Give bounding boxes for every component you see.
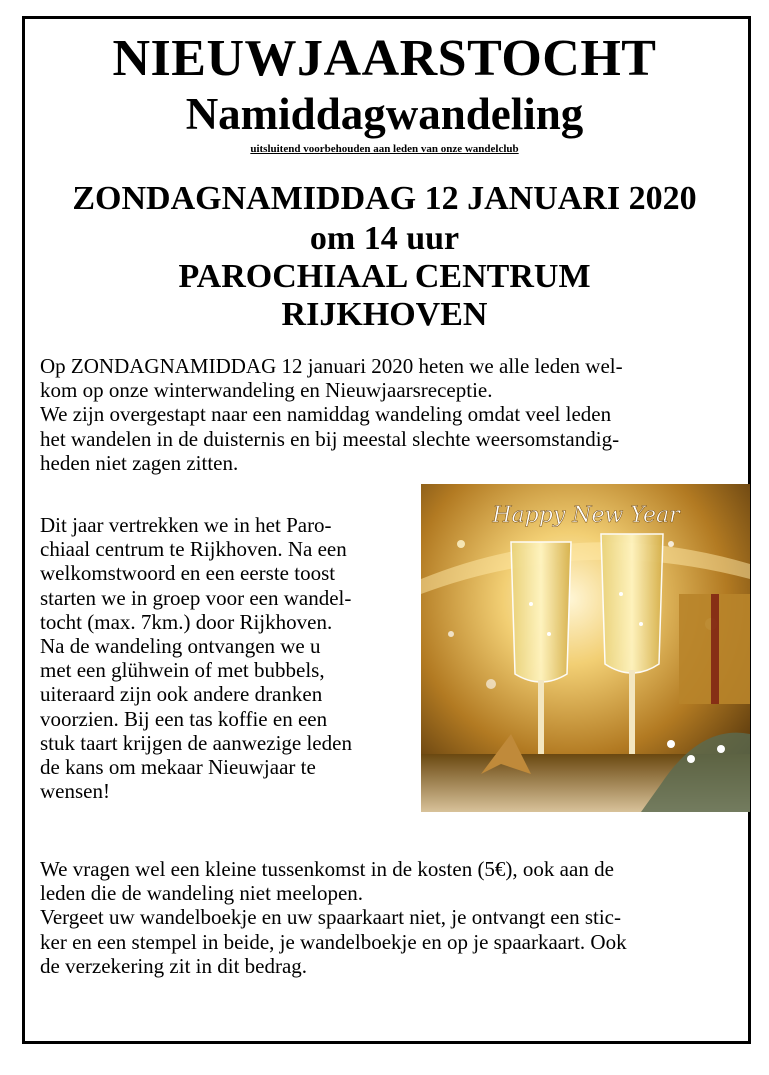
venue-name: PAROCHIAAL CENTRUM [178, 258, 591, 295]
members-only-notice: uitsluitend voorbehouden aan leden van onze wandelclub [250, 143, 519, 155]
cost-paragraph: We vragen wel een kleine tussenkomst in de kosten (5€), ook aan de leden die de wandeling niet meelopen. Vergeet uw wandelboekje en uw spaarkaart niet, je ontvangt een stic- ker en een stempel in beide, je wandelboekje en op je spaarkaart. Ook de verzekering zit in dit bedrag. [40, 857, 627, 978]
venue-town: RIJKHOVEN [281, 296, 488, 333]
event-date: ZONDAGNAMIDDAG 12 JANUARI 2020 [72, 180, 697, 217]
image-caption: Happy New Year [492, 503, 680, 528]
page-title: NIEUWJAARSTOCHT [112, 30, 657, 87]
program-paragraph: Dit jaar vertrekken we in het Paro- chiaal centrum te Rijkhoven. Na een welkomstwoord en een eerste toost starten we in groep voor een wandel- tocht (max. 7km.) door Rijkhoven. Na de wandeling ontvangen we u met een glühwein of met bubbels, uiteraard zijn ook andere dranken voorzien. Bij een tas koffie en een stuk taart krijgen de aanwezige leden de kans om mekaar Nieuwjaar te wensen! [40, 513, 352, 804]
page-subtitle: Namiddagwandeling [185, 89, 584, 139]
intro-paragraph: Op ZONDAGNAMIDDAG 12 januari 2020 heten we alle leden wel- kom op onze winterwandeling en Nieuwjaarsreceptie. We zijn overgestapt naar een namiddag wandeling omdat veel leden het wandelen in de duisternis en bij meestal slechte weersomstandig- heden niet zagen zitten. [40, 354, 623, 475]
champagne-photo [421, 484, 750, 812]
event-time: om 14 uur [309, 220, 460, 257]
